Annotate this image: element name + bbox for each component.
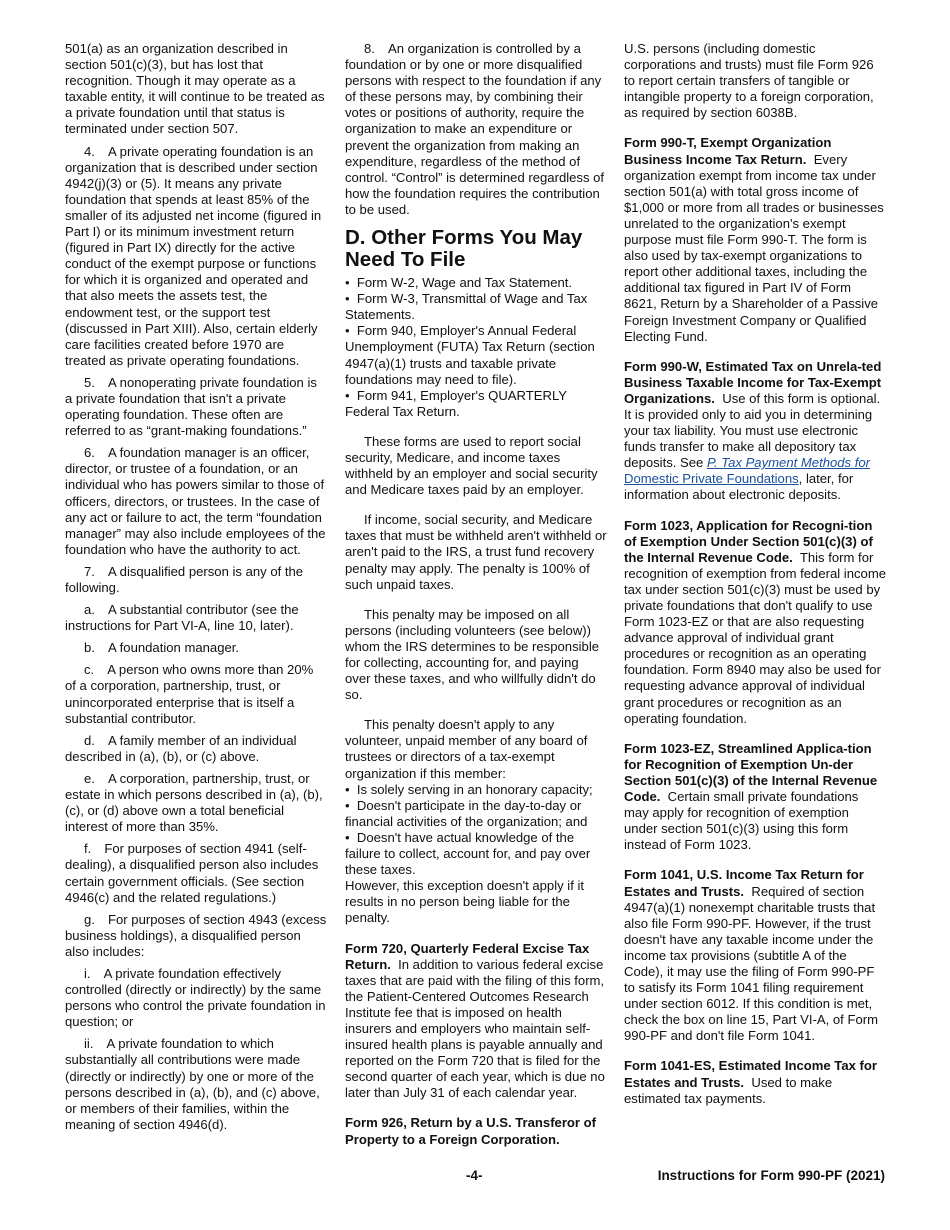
paragraph: If income, social security, and Medicare taxes that must be withheld aren't withheld or aren't paid to the IRS, a trust fund recovery penalty may apply. The penalty is 100% of such unpaid taxes. — [345, 512, 607, 592]
form-1041-body: Required of section 4947(a)(1) nonexempt charitable trusts that also file Form 990-PF. However, if the trust doesn't have any taxable income under the income tax provisions (subtitle A of the Code), it may use the filing of Form 990-PF to satisfy its Form 1041 filing requirement under section 6012. If this condition is met, check the box on line 15, Part VI-A, of Form 990-PF and don't file Form 1041. — [624, 883, 878, 1044]
form-720-title: Form 720, Quarterly Federal Excise Tax Return. — [345, 940, 590, 972]
list-item: • Doesn't participate in the day-to-day or financial activities of the organization; and — [345, 798, 607, 830]
form-990w-title: Form 990-W, Estimated Tax on Unrela-ted Business Taxable Income for Tax-Exempt Organizations. — [624, 358, 882, 406]
list-item: • Form 940, Employer's Annual Federal Unemployment (FUTA) Tax Return (section 4947(a)(1) trusts and taxable private foundations may need to file). — [345, 323, 607, 387]
item-e: e. A corporation, partnership, trust, or estate in which persons described in (a), (b), (c), or (d) above own a total beneficial interest of more than 35%. — [65, 770, 323, 835]
item-i: i. A private foundation effectively controlled (directly or indirectly) by the same persons who control the private foundation in question; or — [65, 965, 326, 1030]
form-1041es-title: Form 1041-ES, Estimated Income Tax for Estates and Trusts. — [624, 1058, 877, 1090]
paragraph-7: 7. A disqualified person is any of the following. — [65, 563, 304, 595]
page-number: -4- — [466, 1168, 483, 1183]
paragraph-5: 5. A nonoperating private foundation is a private foundation that isn't a private operating foundation. These often are referred to as “grant-making foundations.” — [65, 374, 317, 439]
paragraph: However, this exception doesn't apply if it results in no person being liable for the penalty. — [345, 878, 585, 926]
form-720-entry — [345, 941, 607, 1102]
form-990w-entry — [624, 359, 886, 504]
form-990t-body: Every organization exempt from income tax under section 501(a) with total gross income of $1,000 or more from all trades or businesses unrelated to the organization's exempt purpose must file Form 990-T. The form is also used by tax-exempt organizations to report other additional taxes, including the additional tax figured in Part IV of Form 8621, Return by a Shareholder of a Passive Foreign Investment Company or Qualified Electing Fund. — [624, 151, 884, 344]
paragraph-6: 6. A foundation manager is an officer, director, or trustee of a foundation, or an individual who has powers similar to those of officers, directors, or trustees. In the case of any act or failure to act, the term “foundation manager” may also include employees of the foundation who have the authority to act. — [65, 445, 326, 557]
item-g: g. For purposes of section 4943 (excess business holdings), a disqualified person also includes: — [65, 911, 327, 959]
item-d: d. A family member of an individual described in (a), (b), or (c) above. — [65, 732, 297, 764]
column-middle — [345, 41, 607, 1154]
paragraph: This penalty may be imposed on all persons (including volunteers (see below)) whom the IRS determines to be responsible for collecting, accounting for, and paying over these taxes, and who willfully didn't do so. — [345, 606, 600, 703]
form-1041-title: Form 1041, U.S. Income Tax Return for Estates and Trusts. — [624, 867, 864, 899]
form-720-body: In addition to various federal excise taxes that are paid with the filing of this form, the Patient-Centered Outcomes Research Institute fee that is imposed on health insurers and employers who maintain self-insured health plans is payable annually and reported on the Form 720 that is filed for the second quarter of each year, which is due no later than July 31 of each calendar year. — [345, 956, 605, 1101]
forms-list — [345, 275, 607, 420]
form-1041es-body: Used to make estimated tax payments. — [624, 1074, 833, 1106]
list-item: • Is solely serving in an honorary capacity; — [345, 782, 607, 798]
item-f: f. For purposes of section 4941 (self-dealing), a disqualified person also includes certain government officials. (See section 4946(c) and the related regulations.) — [65, 841, 319, 905]
list-item: • Form W-2, Wage and Tax Statement. — [345, 275, 607, 291]
paragraph: This penalty doesn't apply to any volunteer, unpaid member of any board of trustees or directors of a tax-exempt organization if this member: — [345, 717, 588, 781]
paragraph-4: 4. A private operating foundation is an organization that is described under section 4942(j)(3) or (5). It means any private foundation that spends at least 85% of the smaller of its adjusted net income (figured in Part I) or its minimum investment return (figured in Part IX) directly for the active conduct of the exempt purpose or functions for which it is organized and operated and that also meets the assets test, the endowment test, or the support test (discussed in Part XIII). Also, certain elderly care facilities created before 1970 are treated as private operating foundations. — [65, 143, 322, 368]
column-left — [65, 41, 327, 1139]
paragraph-8: 8. An organization is controlled by a foundation or by one or more disqualified persons with respect to the foundation if any of these persons may, by combining their votes or positions of authority, require the organization to make an expenditure or prevent the organization from making an expenditure, regardless of the method of control. “Control” is determined regardless of how the foundation requires the contribution to be used. — [345, 41, 605, 217]
section-heading: D. Other Forms You May Need To File — [345, 226, 583, 272]
form-1041-entry — [624, 867, 886, 1044]
form-990w-tail: , later, for information about electronic deposits. — [624, 471, 854, 503]
form-926-title: Form 926, Return by a U.S. Transferor of Property to a Foreign Corporation. — [345, 1115, 597, 1147]
footer-form-title: Instructions for Form 990-PF (2021) — [657, 1168, 885, 1183]
form-990t-entry — [624, 135, 886, 344]
paragraph: 501(a) as an organization described in section 501(c)(3), but has lost that recognition. Though it may operate as a taxable entity, it will continue to be treated as a private foundation until that status is terminated under section 507. — [65, 41, 325, 137]
item-b: b. A foundation manager. — [84, 640, 240, 656]
form-990t-title: Form 990-T, Exempt Organization Business Income Tax Return. — [624, 135, 832, 167]
form-926-entry — [345, 1115, 607, 1147]
form-1023ez-body: Certain small private foundations may apply for recognition of exemption under section 501(c)(3) using this form instead of Form 1023. — [624, 789, 859, 853]
link-plain-part: Domestic Private Foundations — [624, 471, 799, 487]
form-926-body: U.S. persons (including domestic corporations and trusts) must file Form 926 to report certain transfers of tangible or intangible property to a foreign corporation, as required by section 6038B. — [624, 41, 874, 121]
form-1041es-entry — [624, 1058, 886, 1106]
paragraph: These forms are used to report social security, Medicare, and income taxes withheld by an employer and social security and Medicare taxes paid by an employer. — [345, 433, 598, 498]
column-right — [624, 41, 886, 1113]
form-990w-body: Use of this form is optional. It is provided only to aid you in determining your tax liability. You must use electronic funds transfer to make all depository tax deposits. See — [624, 390, 881, 471]
item-ii: ii. A private foundation to which substantially all contributions were made (directly or indirectly) by one or more of the persons described in (a), (b), and (c) above, or members of their families, within the meaning of section 4946(d). — [65, 1036, 320, 1132]
list-item: • Doesn't have actual knowledge of the failure to collect, account for, and pay over these taxes. — [345, 830, 607, 878]
link-italic-part: P. Tax Payment Methods for — [706, 455, 871, 471]
item-c: c. A person who owns more than 20% of a corporation, partnership, trust, or unincorporated enterprise that is itself a substantial contributor. — [65, 662, 314, 726]
form-1023ez-title: Form 1023-EZ, Streamlined Applica-tion for Recognition of Exemption Un-der Section 501(c)(3) of the Internal Revenue Code. — [624, 740, 878, 805]
list-item: • Form 941, Employer's QUARTERLY Federal Tax Return. — [345, 388, 607, 420]
form-1023ez-entry — [624, 741, 886, 854]
form-1023-body: This form for recognition of exemption from federal income tax under section 501(c)(3) must be used by private foundations that don't qualify to use Form 1023-EZ or that are also requesting advance approval of individual grant procedures or recognition as an operating foundation. Form 8940 may also be used for requesting advance approval of individual grant procedures or recognition as an operating foundation. — [624, 549, 887, 726]
item-a: a. A substantial contributor (see the instructions for Part VI-A, line 10, later). — [65, 602, 299, 634]
form-1023-entry — [624, 518, 886, 727]
list-item: • Form W-3, Transmittal of Wage and Tax Statements. — [345, 291, 607, 323]
form-1023-title: Form 1023, Application for Recogni-tion of Exemption Under Section 501(c)(3) of the Internal Revenue Code. — [624, 517, 873, 565]
